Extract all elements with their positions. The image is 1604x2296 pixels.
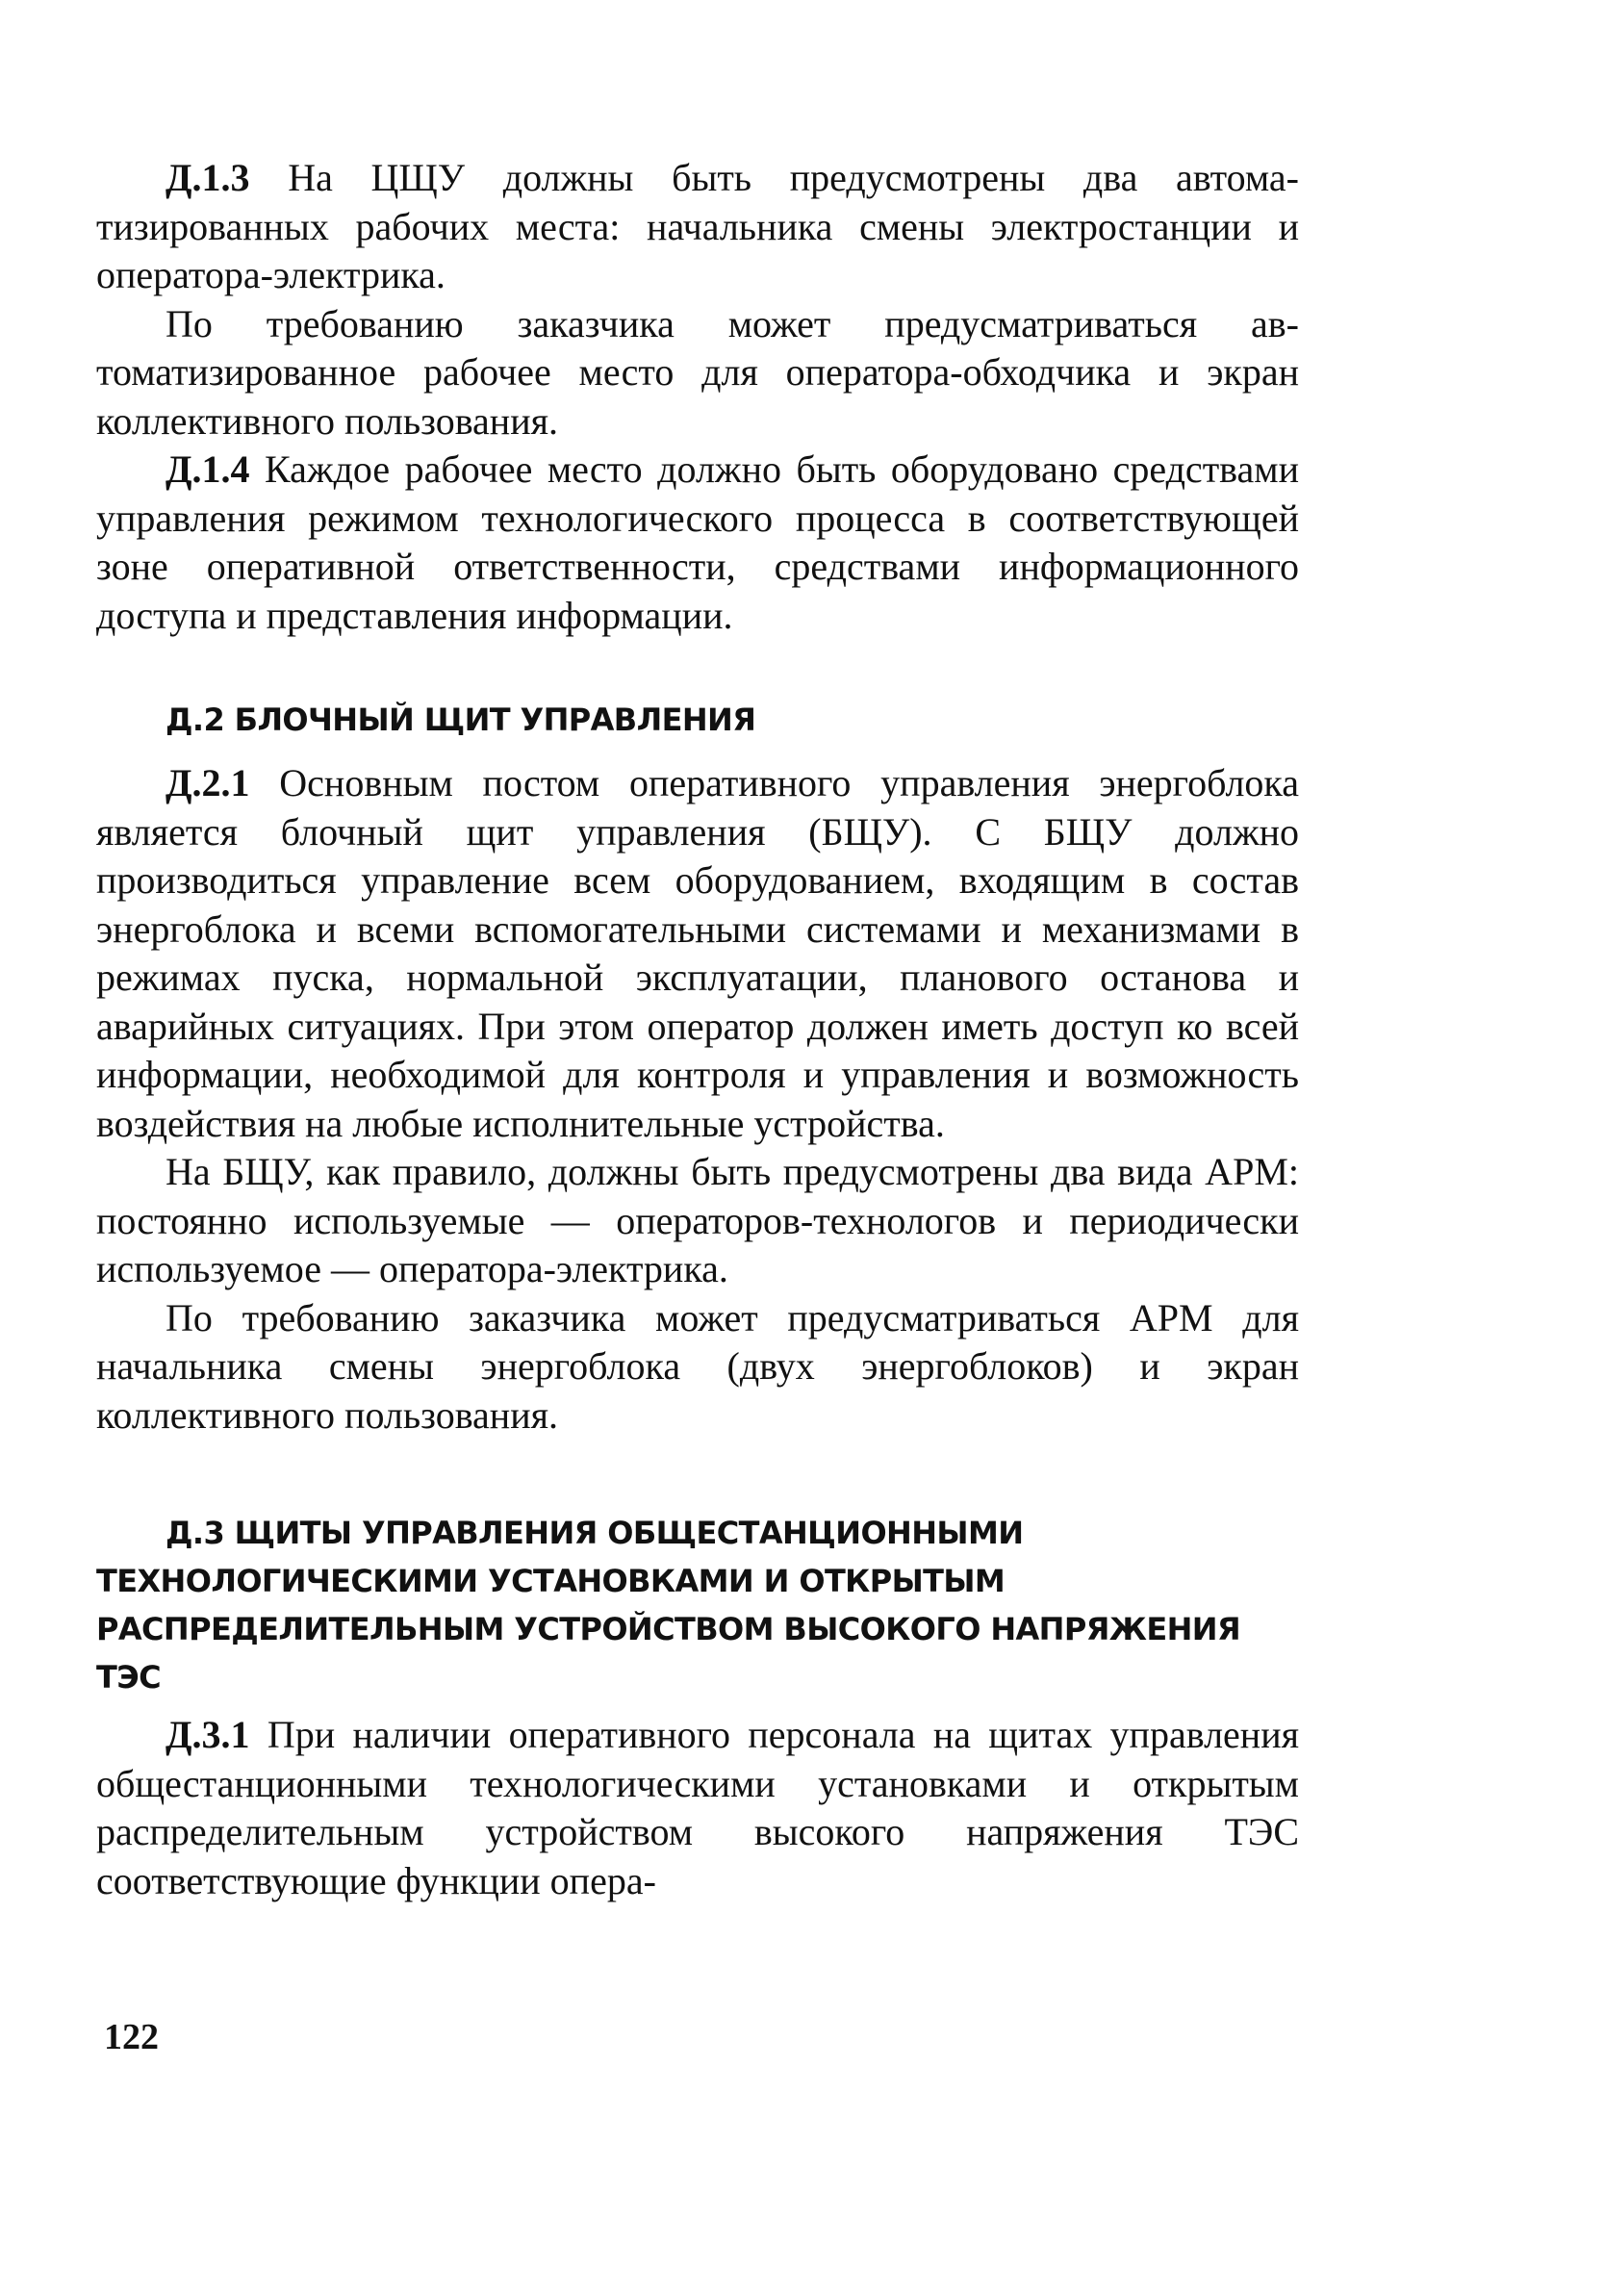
paragraph-text: Каждое рабочее место должно быть оборудовано средствами управления режимом технологического процесса в соответствующей зоне оперативной ответственности, средствами информационного доступа и представления информации. [96, 447, 1299, 637]
paragraph-d2-1-arm-types: На БЩУ, как правило, должны быть предусмотрены два вида АРМ: постоянно используемые — операторов-технологов и периодически используемое — оператора-электрика. [96, 1150, 1299, 1290]
page-number: 122 [104, 2017, 159, 2057]
paragraph-text: Основным постом оперативного управления энергоблока является блочный щит управления (БЩУ). С БЩУ должно производиться управление всем оборудованием, входящим в состав энергоблока и всеми вспомогательными системами и механизмами в режимах пуска, нормальной эксплуатации, планового останова и аварийных ситуациях. При этом оператор должен иметь доступ ко всей информации, необходимой для контроля и управления и возможность воздействия на любые исполнительные устройства. [96, 761, 1299, 1145]
paragraph-d3-1 [96, 1711, 1299, 1905]
clause-number: Д.1.4 [165, 447, 250, 491]
paragraph-text: На ЦЩУ должны быть предусмотрены два автоматизированных рабочих места: начальника смены электростанции и оператора-электрика. [96, 156, 1299, 296]
clause-number: Д.2.1 [165, 761, 250, 804]
section-heading-d3: Д.3 ЩИТЫ УПРАВЛЕНИЯ ОБЩЕСТАНЦИОННЫМИ ТЕХНОЛОГИЧЕСКИМИ УСТАНОВКАМИ И ОТКРЫТЫМ РАСПРЕДЕЛИТЕЛЬНЫМ УСТРОЙСТВОМ ВЫСОКОГО НАПРЯЖЕНИЯ ТЭС [96, 1515, 1240, 1696]
section-heading-d2: Д.2 БЛОЧНЫЙ ЩИТ УПРАВЛЕНИЯ [165, 702, 756, 738]
paragraph-d1-3 [96, 154, 1299, 300]
page-content [96, 154, 1299, 1905]
paragraph-d1-4 [96, 446, 1299, 640]
paragraph-d2-1 [96, 759, 1299, 1148]
paragraph-text: При наличии оперативного персонала на щитах управления общестанционными технологическими установками и открытым распределительным устройством высокого напряжения ТЭС соответствующие функции опера- [96, 1713, 1299, 1902]
clause-number: Д.1.3 [165, 156, 250, 199]
clause-number: Д.3.1 [165, 1713, 250, 1756]
paragraph-d2-1-customer: По требованию заказчика может предусматриваться АРМ для начальника смены энергоблока (двух энергоблоков) и экран коллективного пользования. [96, 1295, 1299, 1437]
paragraph-d1-3-continuation: По требованию заказчика может предусматриваться автоматизированное рабочее место для оператора-обходчика и экран коллективного пользования. [96, 301, 1299, 443]
